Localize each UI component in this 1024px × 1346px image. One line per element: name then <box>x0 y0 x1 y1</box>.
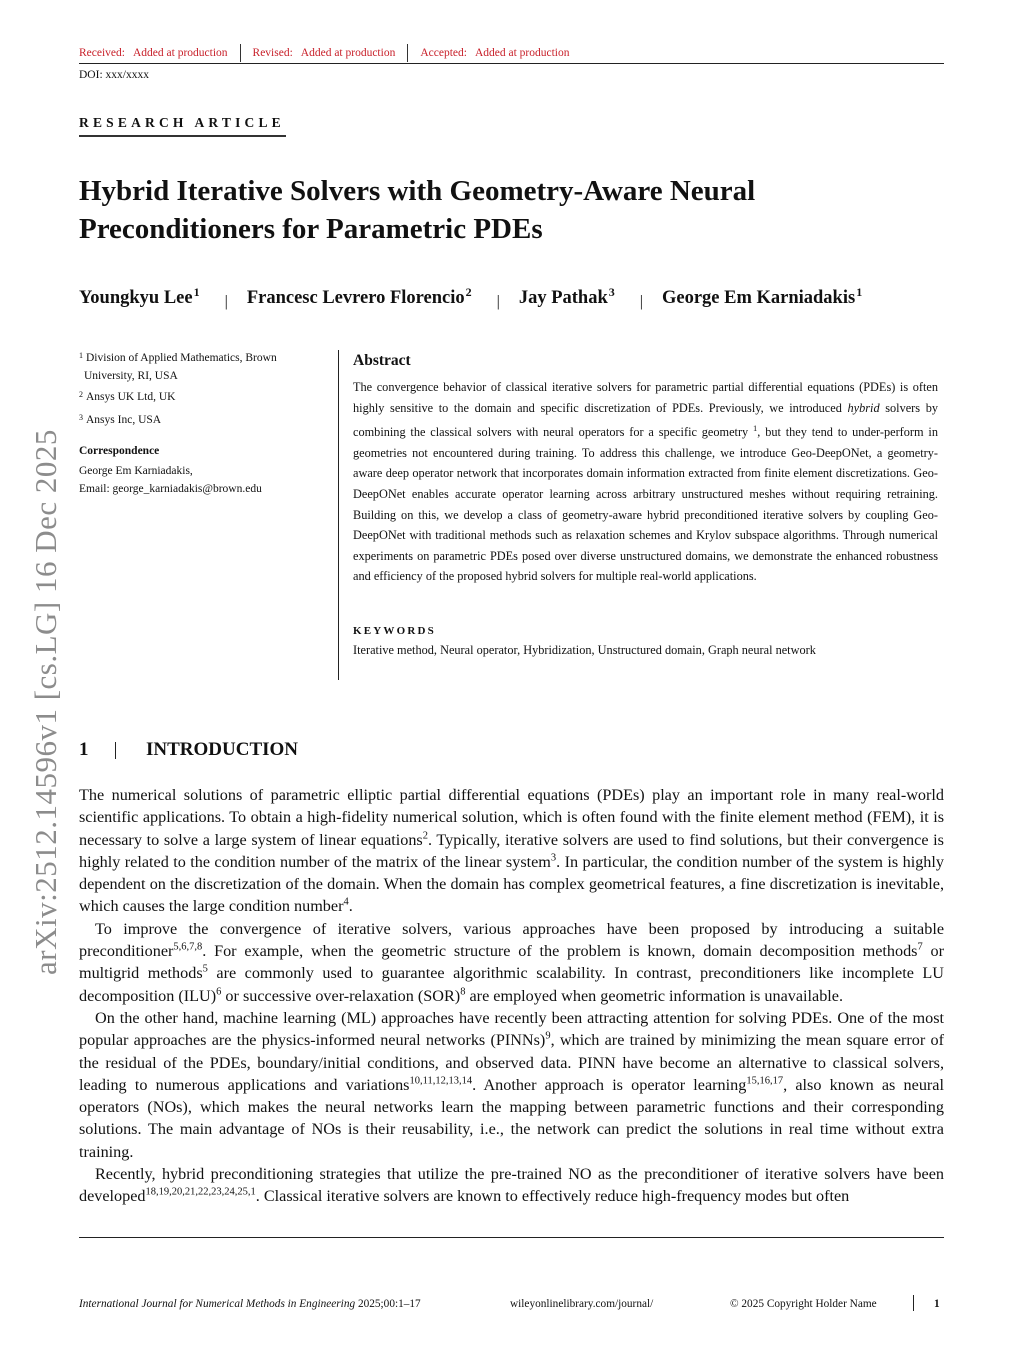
keywords-heading: KEYWORDS <box>353 625 436 637</box>
copyright: © 2025 Copyright Holder Name <box>730 1298 877 1310</box>
citation-link[interactable]: 1 <box>753 423 758 434</box>
footer-divider <box>913 1295 914 1311</box>
author: George Em Karniadakis$^1$ <box>661 285 863 309</box>
paragraph: The numerical solutions of parametric elliptic partial differential equations (PDEs) play an important role in many real-world scientific applications. To obtain a high-fidelity numerical solution, which is often found with the finite element method (FEM), it is necessary to solve a large system of linear equations$^2$. Typically, iterative solvers are used to find solutions, but their convergence is highly related to the condition number of the matrix of the linear system$^3$. In particular, the condition number of the system is highly dependent on the discretization of the domain. When the domain has complex geometrical features, a fine discretization is inevitable, which causes the large condition number$^4$. <box>79 786 944 916</box>
article-type-underline <box>79 135 286 137</box>
section-divider <box>115 742 116 759</box>
publication-dates <box>79 44 570 62</box>
author-divider: | <box>496 293 500 311</box>
section-heading: 1 INTRODUCTION <box>79 739 299 760</box>
article-type: RESEARCH ARTICLE <box>79 115 285 130</box>
correspondence-heading: Correspondence <box>79 445 160 457</box>
citation-link[interactable]: 3 <box>550 852 557 864</box>
citation-link[interactable]: 15,16,17 <box>746 1075 784 1087</box>
paper-title: Hybrid Iterative Solvers with Geometry-Aware Neural Preconditioners for Parametric PDEs <box>79 175 756 245</box>
paragraph: To improve the convergence of iterative solvers, various approaches have been proposed by introducing a suitable preconditioner$^{5,6,7,8}$. For example, when the geometric structure of the problem is known, domain decomposition methods$^7$ or multigrid methods$^5$ are commonly used to guarantee algorithmic scalability. In contrast, preconditioners like incomplete LU decomposition (ILU)$^6$ or successive over-relaxation (SOR)$^8$ are employed when geometric information is unavailable. <box>79 919 944 1005</box>
author-divider: | <box>639 293 643 311</box>
citation-link[interactable]: 6 <box>216 986 222 998</box>
journal-citation: International Journal for Numerical Methods in Engineering 2025;00:1–17 <box>79 1298 421 1310</box>
correspondence-email[interactable]: Email: george_karniadakis@brown.edu <box>79 483 262 495</box>
affiliation: $^3$ Ansys Inc, USA <box>79 413 162 426</box>
citation-link[interactable]: 18,19,20,21,22,23,24,25,1 <box>145 1186 256 1198</box>
header-rule <box>79 63 944 64</box>
paragraph: On the other hand, machine learning (ML) approaches have recently been attracting attention for solving PDEs. One of the most popular approaches are the physics-informed neural networks (PINNs)$^9$, which are trained by minimizing the mean square error of the residual of the PDEs, boundary/initial conditions, and observed data. PINN have become an alternative to classical solvers, leading to numerous applications and variations$^{10,11,12,13,14}$. Another approach is operator learning$^{15,16,17}$, also known as neural operators (NOs), which makes the neural networks learn the mapping between parametric functions and their corresponding solutions. The main advantage of NOs is their reusability, i.e., the network can predict the solutions in real time without extra training. <box>79 1008 944 1161</box>
citation-link[interactable]: 8 <box>460 986 466 998</box>
journal-website[interactable]: wileyonlinelibrary.com/journal/ <box>510 1298 654 1310</box>
abstract-text: The convergence behavior of classical iterative solvers for parametric partial differential equations (PDEs) is often highly sensitive to the domain and specific discretization of PDEs. Previously, we introduced hybrid solvers by combining the classical solvers with neural operators for a specific geometry $^1$, but they tend to under-perform in geometries not encountered during training. To address this challenge, we introduce Geo-DeepONet, a geometry-aware deep operator network that incorporates domain information extracted from finite element discretizations. Geo-DeepONet enables accurate operator learning across arbitrary unstructured meshes without requiring retraining. Building on this, we develop a class of geometry-aware hybrid preconditioned iterative solvers by coupling Geo-DeepONet with traditional methods such as relaxation schemes and Krylov subspace algorithms. Through numerical experiments on parametric PDEs posed over diverse unstructured domains, we demonstrate the enhanced robustness and efficiency of the proposed hybrid solvers for multiple real-world applications. <box>353 380 938 584</box>
author-list <box>79 285 862 309</box>
received-date: Received: Added at production <box>79 47 228 59</box>
citation-link[interactable]: 10,11,12,13,14 <box>409 1075 473 1087</box>
abstract-heading: Abstract <box>353 352 411 369</box>
citation-link[interactable]: 5 <box>202 963 208 975</box>
keywords: Iterative method, Neural operator, Hybridization, Unstructured domain, Graph neural network <box>353 643 816 657</box>
accepted-date: Accepted: Added at production <box>420 47 570 59</box>
paragraph: Recently, hybrid preconditioning strategies that utilize the pre-trained NO as the preconditioner of iterative solvers have been developed$^{18,19,20,21,22,23,24,25,1}$. Classical iterative solvers are known to effectively reduce high-frequency modes but often <box>79 1165 944 1206</box>
abstract-divider <box>338 350 339 680</box>
arxiv-stamp[interactable]: arXiv:2512.14596v1 [cs.LG] 16 Dec 2025 <box>28 429 63 975</box>
intro-body <box>79 784 944 1208</box>
date-divider <box>240 44 241 62</box>
affiliation: $^1$ Division of Applied Mathematics, Brown University, RI, USA <box>79 351 277 382</box>
revised-date: Revised: Added at production <box>252 47 396 59</box>
author: Francesc Levrero Florencio$^2$ <box>246 285 472 309</box>
correspondence: George Em Karniadakis, Email: george_karniadakis@brown.edu <box>79 462 339 498</box>
citation-link[interactable]: 7 <box>917 941 923 953</box>
doi[interactable]: DOI: xxx/xxxx <box>79 69 149 81</box>
footer-rule <box>79 1237 944 1238</box>
citation-link[interactable]: 5,6,7,8 <box>173 941 203 953</box>
citation-link[interactable]: 4 <box>343 897 349 909</box>
citation-link[interactable]: 9 <box>545 1030 551 1042</box>
author: Youngkyu Lee$^1$ <box>79 285 200 309</box>
author: Jay Pathak$^3$ <box>518 285 615 309</box>
citation-link[interactable]: 2 <box>422 830 428 842</box>
page-number: 1 <box>934 1298 940 1310</box>
affiliation: $^2$ Ansys UK Ltd, UK <box>79 390 176 403</box>
author-divider: | <box>224 293 228 311</box>
date-divider <box>407 44 408 62</box>
